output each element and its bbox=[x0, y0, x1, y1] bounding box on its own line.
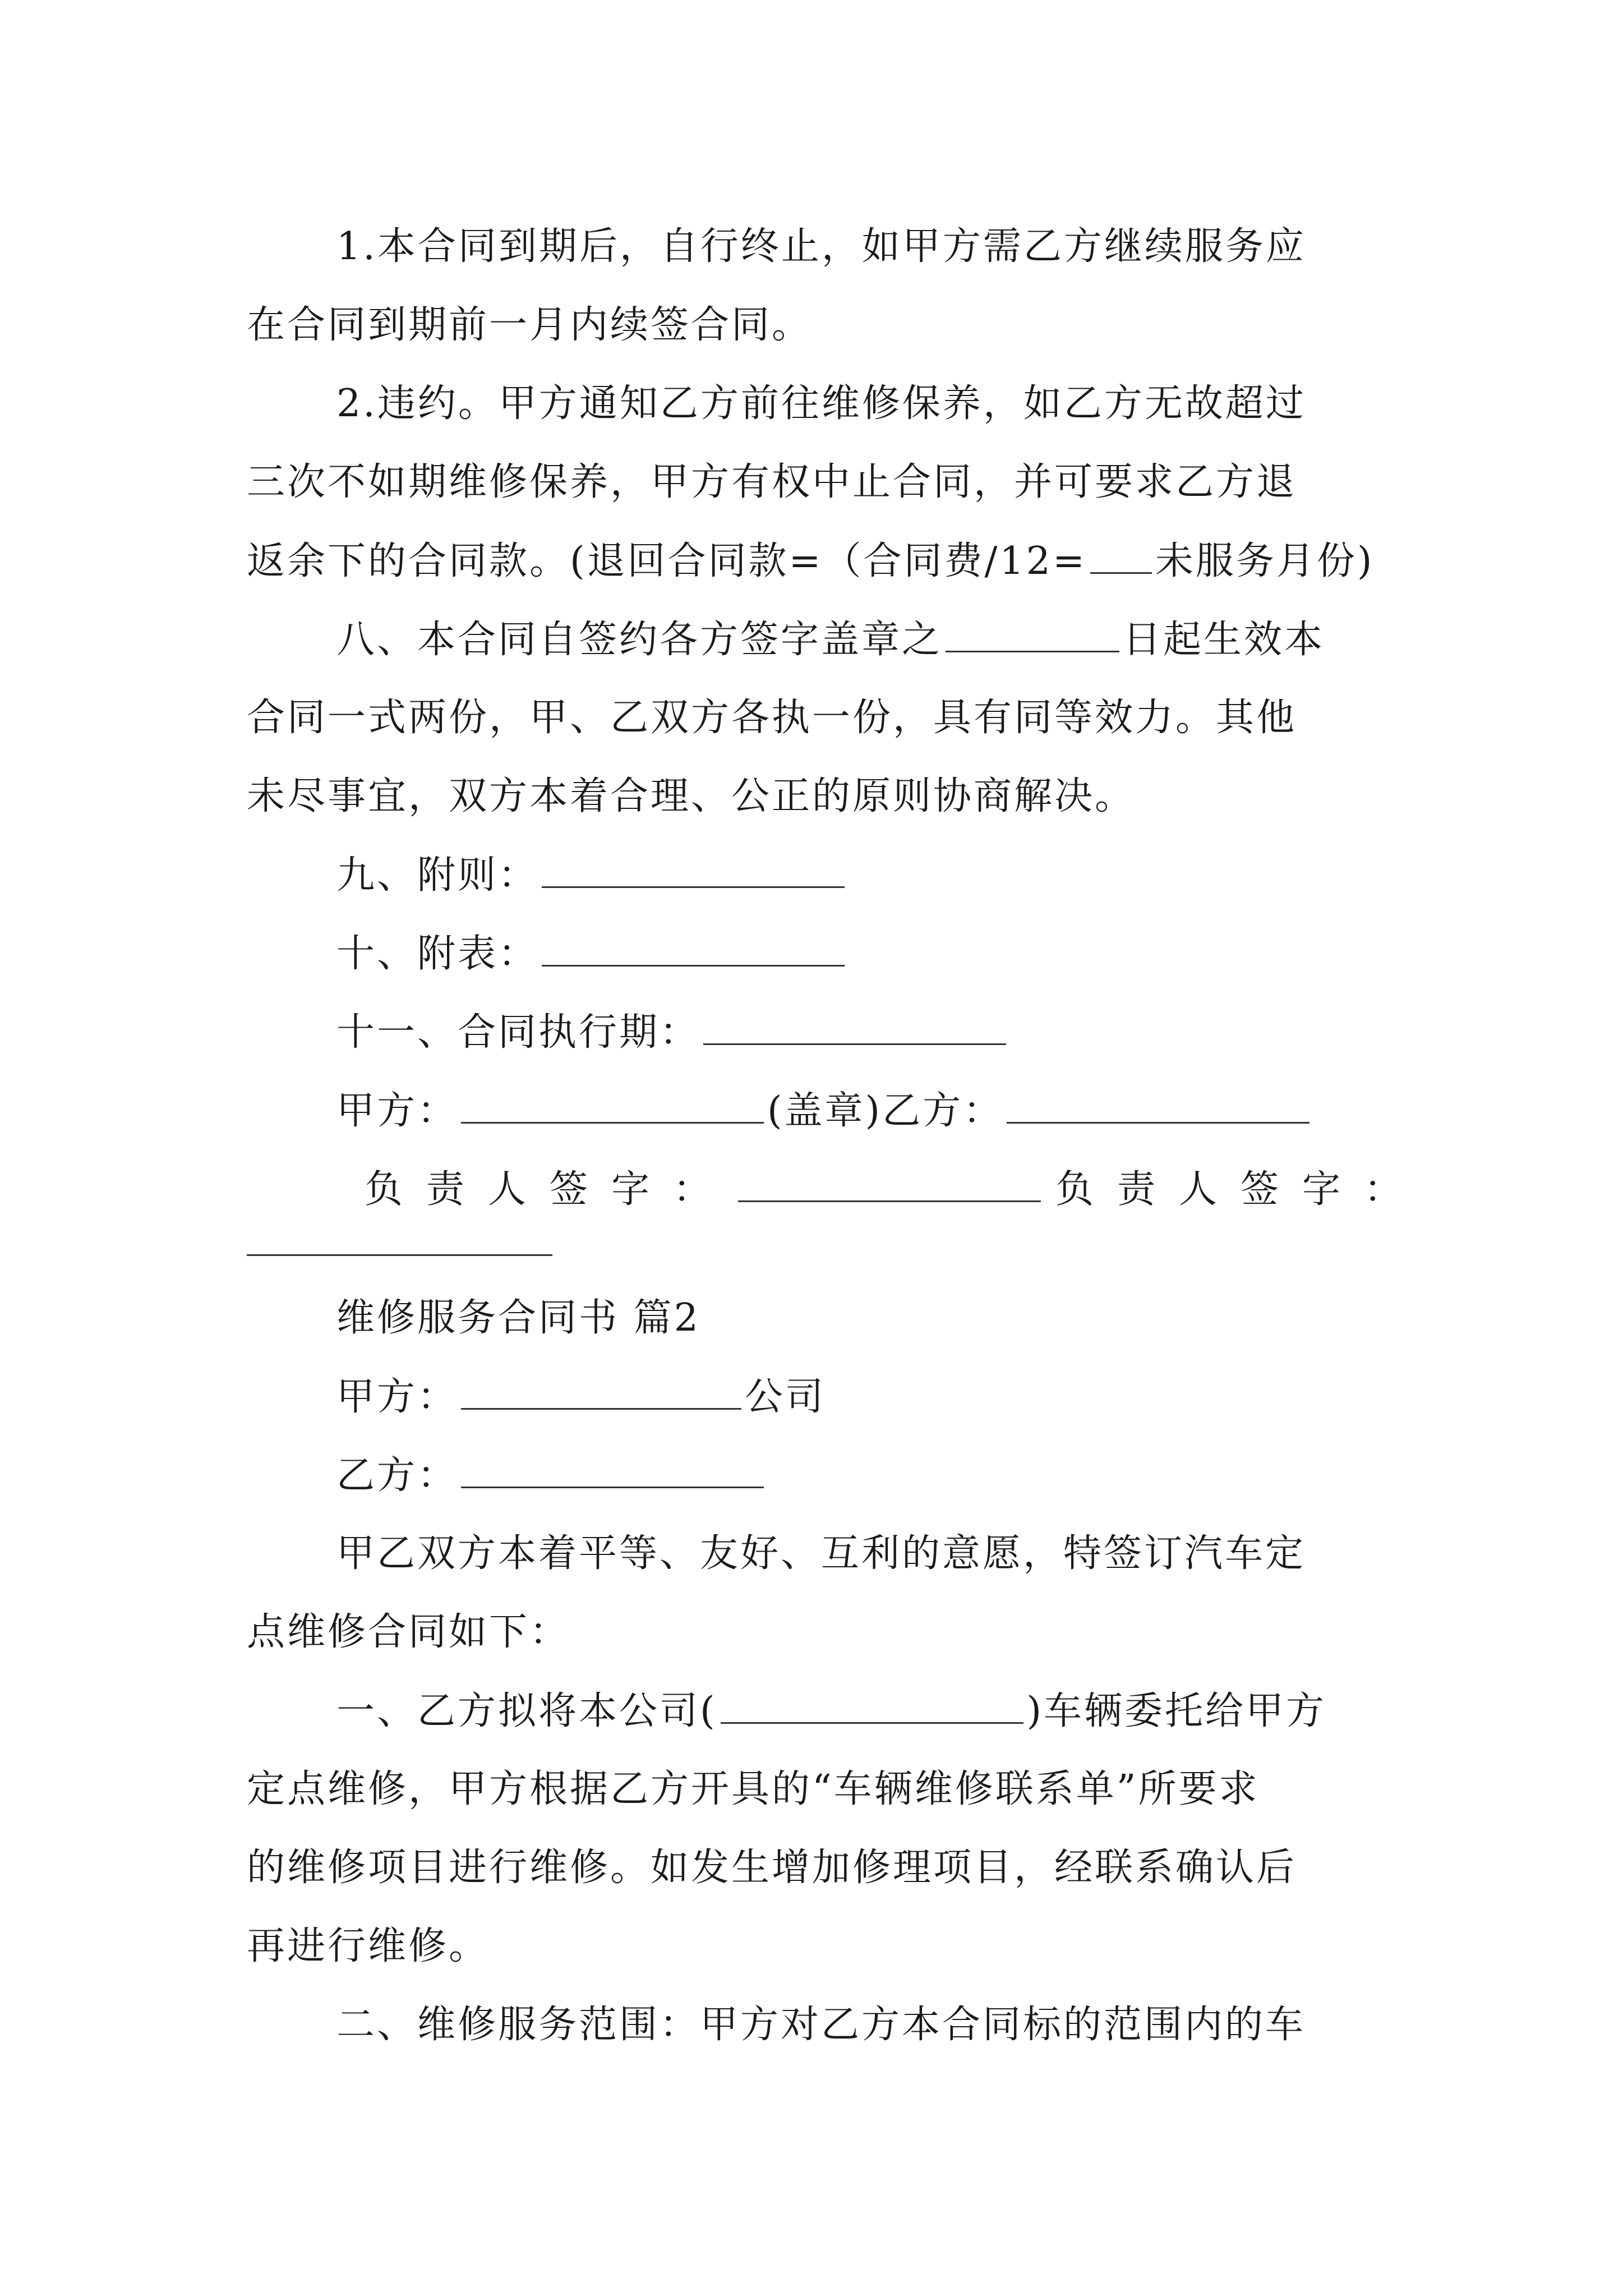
section-title: 维修服务合同书 篇2 bbox=[336, 1296, 700, 1340]
paragraph-line bbox=[336, 1369, 1391, 1425]
fill-blank bbox=[738, 1161, 1041, 1202]
paragraph-line: 点维修合同如下： bbox=[247, 1610, 570, 1654]
paragraph-line: 定点维修，甲方根据乙方开具的“车辆维修联系单”所要求 bbox=[247, 1767, 1260, 1811]
text-segment: 十一、合同执行期： bbox=[336, 1010, 700, 1055]
paragraph-line bbox=[247, 533, 1391, 590]
text-segment: 十、附表： bbox=[336, 932, 539, 976]
text-segment: 负责人签字： bbox=[1055, 1167, 1426, 1212]
text-segment: 甲方： bbox=[336, 1375, 458, 1419]
fill-blank bbox=[461, 1447, 764, 1488]
paragraph-line: 1.本合同到期后，自行终止，如甲方需乙方继续服务应 bbox=[336, 224, 1306, 269]
paragraph-line bbox=[365, 1161, 1426, 1218]
fill-blank bbox=[461, 1083, 764, 1124]
text-segment: 负责人签字： bbox=[365, 1167, 735, 1212]
text-segment: 日起生效本 bbox=[1123, 618, 1325, 662]
text-segment: 返余下的合同款。(退回合同款=（合同费/12= bbox=[247, 539, 1087, 583]
paragraph-line: 2.违约。甲方通知乙方前往维修保养，如乙方无故超过 bbox=[336, 381, 1306, 426]
fill-blank bbox=[946, 611, 1119, 652]
text-segment: )车辆委托给甲方 bbox=[1026, 1689, 1327, 1733]
paragraph-line bbox=[336, 1083, 1391, 1139]
paragraph-line: 合同一式两份，甲、乙双方各执一份，具有同等效力。其他 bbox=[247, 696, 1297, 740]
paragraph-line: 甲乙双方本着平等、友好、互利的意愿，特签订汽车定 bbox=[336, 1531, 1306, 1576]
paragraph-line: 的维修项目进行维修。如发生增加修理项目，经联系确认后 bbox=[247, 1846, 1297, 1890]
paragraph-line bbox=[336, 1447, 1391, 1504]
text-segment: 乙方： bbox=[336, 1453, 458, 1498]
paragraph-line bbox=[336, 1004, 1391, 1061]
paragraph-line: 二、维修服务范围：甲方对乙方本合同标的范围内的车 bbox=[336, 2003, 1306, 2047]
fill-blank bbox=[703, 1004, 1006, 1045]
fill-blank bbox=[461, 1369, 741, 1410]
paragraph-line: 三次不如期维修保养，甲方有权中止合同，并可要求乙方退 bbox=[247, 460, 1297, 504]
paragraph-line: 未尽事宜，双方本着合理、公正的原则协商解决。 bbox=[247, 774, 1136, 818]
text-segment: 九、附则： bbox=[336, 853, 539, 898]
paragraph-line bbox=[336, 1683, 1391, 1740]
text-segment: 一、乙方拟将本公司( bbox=[336, 1689, 717, 1733]
text-segment: 八、本合同自签约各方签字盖章之 bbox=[336, 618, 943, 662]
fill-blank bbox=[542, 926, 845, 967]
text-segment: 甲方： bbox=[336, 1089, 458, 1133]
text-segment: 未服务月份) bbox=[1155, 539, 1375, 583]
paragraph-line bbox=[336, 926, 1391, 982]
text-segment: 公司 bbox=[745, 1375, 826, 1419]
paragraph-line: 再进行维修。 bbox=[247, 1924, 490, 1968]
paragraph-line bbox=[336, 847, 1391, 904]
paragraph-line bbox=[336, 611, 1391, 668]
fill-blank bbox=[247, 1254, 552, 1256]
fill-blank bbox=[721, 1683, 1023, 1724]
text-segment: (盖章)乙方： bbox=[767, 1089, 1004, 1133]
fill-blank bbox=[1007, 1083, 1310, 1124]
fill-blank bbox=[1090, 533, 1152, 574]
fill-blank bbox=[542, 847, 845, 888]
paragraph-line: 在合同到期前一月内续签合同。 bbox=[247, 303, 813, 347]
